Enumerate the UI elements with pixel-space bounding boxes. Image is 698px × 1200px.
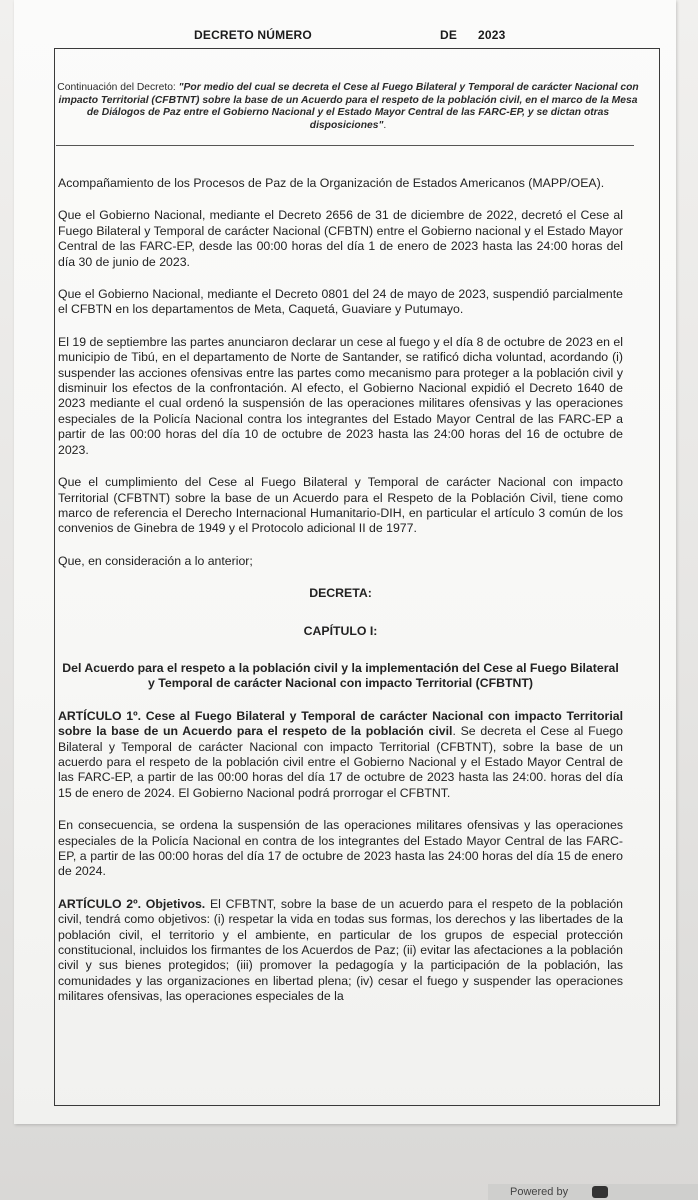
decree-header (0, 28, 698, 44)
document-body (58, 176, 623, 1022)
decree-de-label: DE (440, 28, 458, 42)
header-rule (56, 145, 634, 146)
article-1 (58, 709, 623, 801)
paragraph-consecuencia: En consecuencia, se ordena la suspensión de las operaciones militares ofensivas y las operaciones especiales de la Policía Nacional en contra de los integrantes del Estado Mayor Central de las FARC-EP, a partir de las 00:00 horas del día 17 de octubre de 2023 hasta las 24:00 horas del día 15 de enero de 2024. (58, 818, 623, 879)
chapter-heading: CAPÍTULO I: (303, 623, 378, 638)
article-2-heading: ARTÍCULO 2º. Objetivos. (58, 896, 206, 911)
powered-by-label: Powered by (510, 1186, 569, 1198)
powered-by-watermark (488, 1184, 698, 1200)
scanner-logo-icon (592, 1186, 608, 1198)
paragraph-decreto-0801: Que el Gobierno Nacional, mediante el Decreto 0801 del 24 de mayo de 2023, suspendió parcialmente el CFBTN en los departamentos de Meta, Caquetá, Guaviare y Putumayo. (58, 287, 623, 317)
continuation-prefix: Continuación del Decreto: (57, 82, 179, 93)
article-1-heading: ARTÍCULO 1º. Cese al Fuego Bilateral y Temporal de carácter Nacional con impacto Territorial sobre la base de un Acuerdo para el respeto de la población civil (58, 708, 623, 739)
paragraph-tibu: El 19 de septiembre las partes anunciaron declarar un cese al fuego y el día 8 de octubre de 2023 en el municipio de Tibú, en el departamento de Norte de Santander, se ratificó dicha voluntad, acordando (i) suspender las acciones ofensivas entre las partes como mecanismo para proteger a la población civil y disminuir los efectos de la confrontación. Al efecto, el Gobierno Nacional expidió el Decreto 1640 de 2023 mediante el cual ordenó la suspensión de las operaciones militares ofensivas y las operaciones especiales de la Policía Nacional contra los integrantes del Estado Mayor Central de las FARC-EP a partir de las 00:00 horas del día 10 de octubre de 2023 hasta las 24:00 horas del 16 de octubre de 2023. (58, 334, 623, 457)
chapter-title: Del Acuerdo para el respeto a la población civil y la implementación del Cese al Fuego Bilateral y Temporal de carácter Nacional con impacto Territorial (CFBTNT) (62, 660, 619, 691)
decreta-heading: DECRETA: (309, 586, 372, 601)
paragraph-mapp: Acompañamiento de los Procesos de Paz de la Organización de Estados Americanos (MAPP/OEA). (58, 176, 605, 190)
article-2 (58, 897, 623, 1005)
decree-number-label: DECRETO NÚMERO (194, 28, 312, 42)
decree-year: 2023 (478, 28, 506, 42)
continuation-suffix: . (383, 119, 387, 131)
continuation-title: "Por medio del cual se decreta el Cese al Fuego Bilateral y Temporal de carácter Nacional con impacto Territorial (CFBTNT) sobre la base de un Acuerdo para el respeto de la población civil, en el marco de la Mesa de Diálogos de Paz entre el Gobierno Nacional y el Estado Mayor Central de las FARC-EP, y se dictan otras disposiciones" (58, 82, 639, 131)
paragraph-consideracion: Que, en consideración a lo anterior; (58, 553, 253, 568)
article-2-body: El CFBTNT, sobre la base de un acuerdo para el respeto de la población civil, tendrá como objetivos: (i) respetar la vida en todas sus formas, los derechos y las libertades de la población civil, el territorio y el ambiente, en particular de los grupos de especial protección constitucional, incluidos los firmantes de los Acuerdos de Paz; (ii) evitar las afectaciones a la población civil y sus bienes protegidos; (iii) promover la pedagogía y la participación de la población, las comunidades y las organizaciones en libertad plena; (iv) cesar el fuego y suspender las operaciones militares ofensivas, las operaciones especiales de la (58, 896, 623, 1004)
paragraph-dih: Que el cumplimiento del Cese al Fuego Bilateral y Temporal de carácter Nacional con impacto Territorial (CFBTNT) sobre la base de un Acuerdo para el Respeto de la Población Civil, tiene como marco de referencia el Derecho Internacional Humanitario-DIH, en particular el artículo 3 común de los convenios de Ginebra de 1949 y el Protocolo adicional II de 1977. (58, 475, 623, 536)
article-1-body: . Se decreta el Cese al Fuego Bilateral y Temporal de carácter Nacional con impacto Territorial (CFBTNT), sobre la base de un acuerdo para el respeto de la población civil entre el Gobierno Nacional y el Estado Mayor Central de las FARC-EP, a partir de las 00:00 horas del día 17 de octubre de 2023 hasta las 24:00. horas del día 15 de enero de 2024. El Gobierno Nacional podrá prorrogar el CFBTNT. (58, 724, 623, 800)
paragraph-decreto-2656: Que el Gobierno Nacional, mediante el Decreto 2656 de 31 de diciembre de 2022, decretó el Cese al Fuego Bilateral y Temporal de carácter Nacional (CFBTN) entre el Gobierno nacional y el Estado Mayor Central de las FARC-EP, desde las 00:00 horas del día 1 de enero de 2023 hasta las 24:00 horas del día 30 de junio de 2023. (58, 208, 623, 269)
continuation-block (56, 82, 640, 132)
